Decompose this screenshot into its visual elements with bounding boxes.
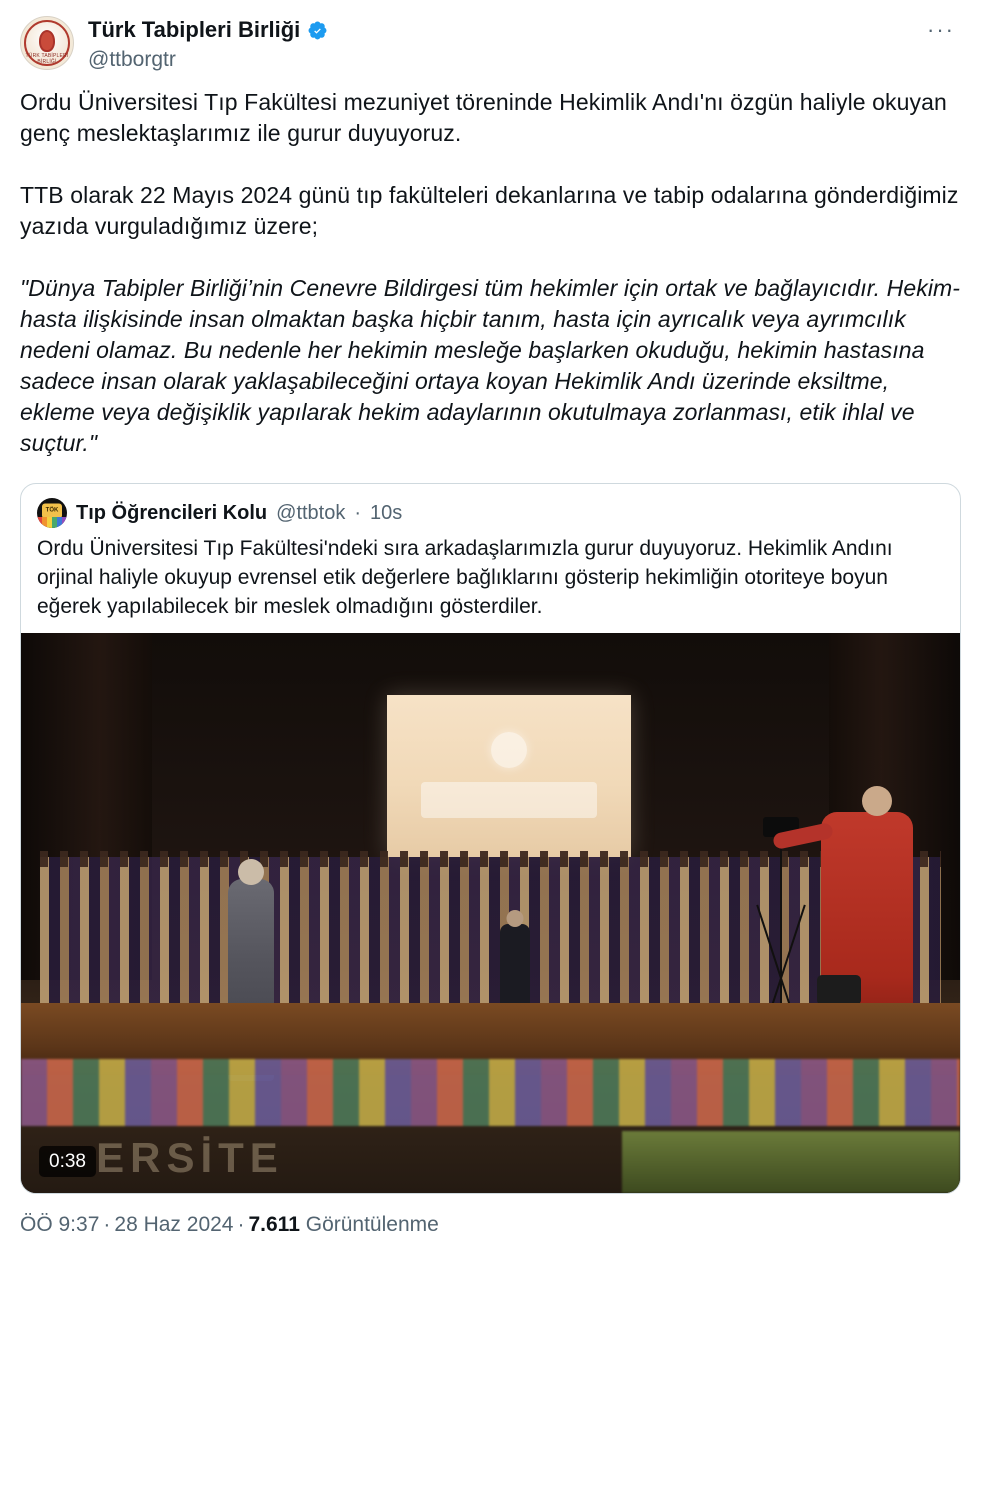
projected-band [421,782,597,818]
quoted-handle[interactable]: @ttbtok [276,501,346,524]
flower-arrangement [21,1059,960,1126]
stage-letters: ERSİTE [96,1133,284,1181]
graduates-heads [40,851,941,867]
foliage-decoration [622,1131,960,1193]
stage-assistant-head [506,910,523,927]
footer-separator-1: · [103,1213,111,1236]
quoted-display-name[interactable]: Tıp Öğrencileri Kolu [76,501,268,524]
cameraman-head [862,786,892,816]
tweet-text [20,87,961,459]
footer-separator-2: · [237,1213,245,1236]
author-name-line [88,17,907,43]
author-block [88,16,907,73]
quoted-video-player[interactable] [21,633,960,1193]
avatar-caption: TÜRK TABİPLERİ BİRLİĞİ [25,53,69,65]
tweet-header [20,16,961,73]
tweet-quote-paragraph: "Dünya Tabipler Birliği’nin Cenevre Bildirgesi tüm hekimler için ortak ve bağlayıcıdır. Hekim-hasta ilişkisinde insan olmaktan başka hiçbir tanım, hasta için ayrıcalık veya ayrımcılık nedeni olamaz. Bu nedenle her hekimin mesleğe başlarken okuduğu, hekimin hastasına sadece insan olarak yaklaşabileceğini ortaya koyan Hekimlik Andı üzerinde eksiltme, ekleme veya değişiklik yapılarak hekim adaylarının okutulmaya zorlanması, etik ihlal ve suçtur." [20,275,961,456]
quoted-avatar[interactable] [37,498,67,528]
projection-screen [387,695,631,857]
author-handle[interactable]: @ttborgtr [88,48,176,71]
more-options-icon[interactable]: ··· [927,17,955,42]
avatar[interactable] [20,16,74,70]
quoted-tweet-header [21,484,960,532]
views-label: Görüntülenme [305,1213,439,1236]
quoted-separator: · [354,501,362,524]
verified-badge-icon [307,20,328,41]
camera-bag [817,975,861,1005]
speaker-head [238,859,264,885]
quoted-tweet-text: Ordu Üniversitesi Tıp Fakültesi'ndeki sıra arkadaşlarımızla gurur duyuyoruz. Hekimlik Andını orjinal haliyle okuyup evrensel etik değerlere bağlıklarını gösterip hekimliğin otoriteye boyun eğerek yapılabilecek bir meslek olmadığını gösterdiler. [37,537,893,618]
graduates-crowd [40,857,941,1003]
tweet-paragraph-1: Ordu Üniversitesi Tıp Fakültesi mezuniyet töreninde Hekimlik Andı'nı özgün haliyle okuyan genç meslektaşlarımız ile gurur duyuyoruz. [20,89,947,146]
graduates-row [40,857,941,1003]
snake-emblem-icon [39,30,55,52]
tok-badge-icon: TÖK [42,503,62,518]
author-display-name[interactable]: Türk Tabipleri Birliği [88,17,301,42]
projected-logo [491,732,527,768]
rainbow-stripe-icon [37,517,67,528]
quoted-tweet[interactable] [20,483,961,1194]
tweet-time: ÖÖ 9:37 [20,1213,100,1236]
tweet-footer [20,1212,961,1238]
tweet-date: 28 Haz 2024 [114,1213,234,1236]
quoted-timestamp[interactable]: 10s [370,501,403,524]
views-count: 7.611 [248,1213,300,1236]
video-duration-badge: 0:38 [39,1146,96,1177]
tweet-paragraph-2: TTB olarak 22 Mayıs 2024 günü tıp fakülteleri dekanlarına ve tabip odalarına gönderdiğimiz yazıda vurguladığımız üzere; [20,182,959,239]
